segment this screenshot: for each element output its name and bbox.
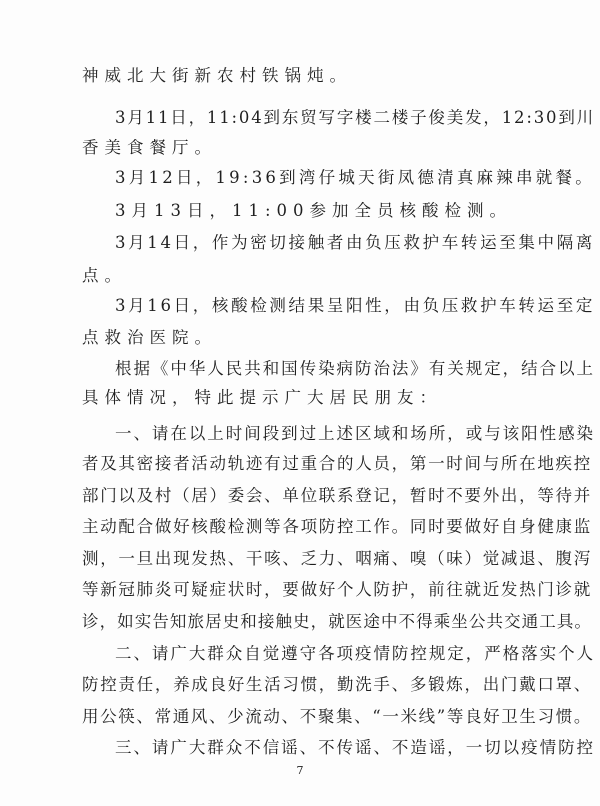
text-line: 三、请广大群众不信谣、不传谣、不造谣，一切以疫情防控 [115,738,595,757]
text-line: 等新冠肺炎可疑症状时，要做好个人防护，前往就近发热门诊就 [82,580,592,599]
text-line: 防控责任，养成良好生活习惯，勤洗手、多锻炼，出门戴口罩、 [82,675,592,694]
text-line: 3月12日，19:36到湾仔城天街凤德清真麻辣串就餐。 [115,168,595,187]
text-line: 测，一旦出现发热、干咳、乏力、咽痛、嗅（味）觉减退、腹泻 [82,549,592,568]
text-line: 点救治医院。 [82,328,217,347]
text-line: 3月13日，11:00参加全员核酸检测。 [115,201,513,220]
text-line: 香美食餐厅。 [82,138,217,157]
text-line: 部门以及村（居）委会、单位联系登记，暂时不要外出，等待并 [82,486,592,505]
text-line: 二、请广大群众自觉遵守各项疫情防控规定，严格落实个人 [115,644,595,663]
page-number: 7 [296,764,304,777]
text-line: 诊，如实告知旅居史和接触史，就医途中不得乘坐公共交通工具。 [82,612,592,631]
text-line: 者及其密接者活动轨迹有过重合的人员，第一时间与所在地疾控 [82,454,592,473]
text-line: 用公筷、常通风、少流动、不聚集、“一米线”等良好卫生习惯。 [82,707,592,726]
text-line: 3月11日，11:04到东贸写字楼二楼子俊美发，12:30到川 [115,108,595,127]
text-line: 3月16日，核酸检测结果呈阳性，由负压救护车转运至定 [115,296,595,315]
text-line: 一、请在以上时间段到过上述区域和场所，或与该阳性感染 [115,424,595,443]
text-line: 3月14日，作为密切接触者由负压救护车转运至集中隔离 [115,233,595,252]
text-line: 具体情况，特此提示广大居民朋友： [82,388,442,407]
text-line: 神威北大街新农村铁锅炖。 [82,66,352,85]
text-line: 主动配合做好核酸检测等各项防控工作。同时要做好自身健康监 [82,517,592,536]
text-line: 点。 [82,266,127,285]
text-line: 根据《中华人民共和国传染病防治法》有关规定，结合以上 [115,359,595,378]
